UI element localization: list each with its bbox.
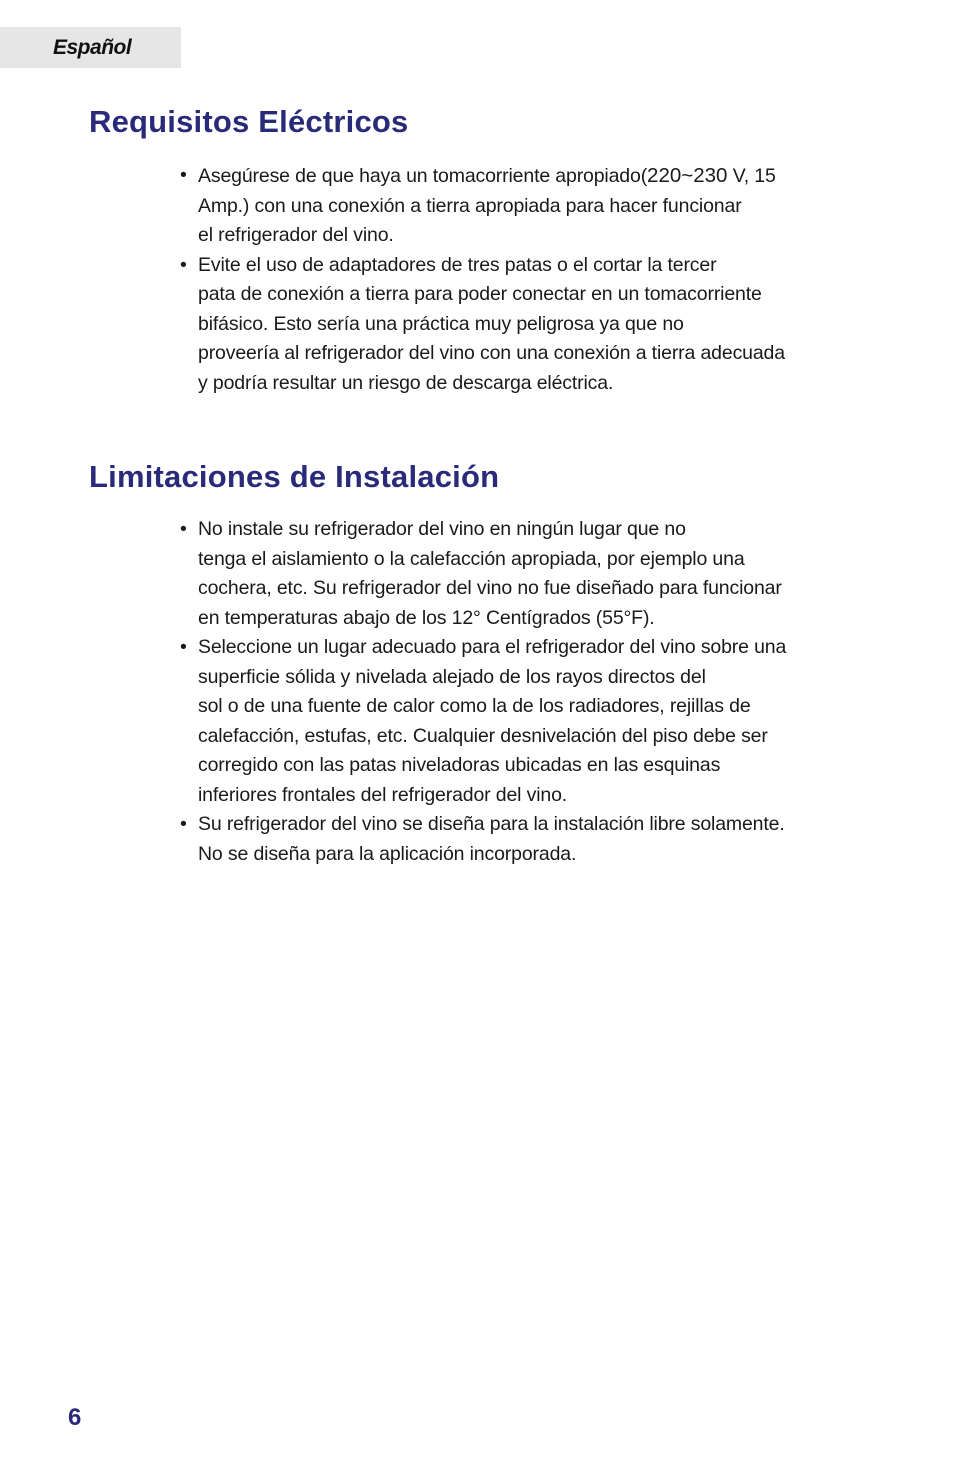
text-line: corregido con las patas niveladoras ubicadas en las esquinas (198, 754, 721, 776)
text-line: Evite el uso de adaptadores de tres patas o el cortar la tercer (198, 253, 717, 276)
text-line: No se diseña para la aplicación incorporada. (198, 842, 577, 865)
text-line: y podría resultar un riesgo de descarga eléctrica. (198, 371, 614, 394)
text-line: sol o de una fuente de calor como la de los radiadores, rejillas de (198, 695, 751, 717)
electrical-requirements-list (180, 161, 860, 398)
list-item (180, 251, 860, 399)
list-item (180, 633, 860, 810)
text-line: Asegúrese de que haya un tomacorriente apropiado (198, 165, 641, 187)
text-line: cochera, etc. Su refrigerador del vino no fue diseñado para funcionar (198, 577, 782, 599)
text-line: proveería al refrigerador del vino con una conexión a tierra adecuada (198, 342, 785, 364)
text-line: superficie sólida y nivelada alejado de los rayos directos del (198, 665, 706, 688)
text-line: calefacción, estufas, etc. Cualquier desnivelación del piso debe ser (198, 724, 768, 747)
text-line: No instale su refrigerador del vino en ningún lugar que no (198, 518, 686, 540)
page-number: 6 (68, 1404, 82, 1431)
text-line: ( (640, 165, 648, 187)
text-line: Amp.) con una conexión a tierra apropiada para hacer funcionar (198, 194, 742, 217)
text-line: inferiores frontales del refrigerador del vino. (198, 783, 568, 806)
text-line: pata de conexión a tierra para poder conectar en un tomacorriente (198, 283, 762, 305)
text-line: tenga el aislamiento o la calefacción apropiada, por ejemplo una (198, 547, 745, 570)
list-item (180, 161, 860, 251)
text-line: Seleccione un lugar adecuado para el refrigerador del vino sobre una (198, 636, 787, 658)
installation-limitations-list (180, 515, 860, 869)
voltage-value: 220~230 (647, 164, 728, 187)
section-title-installation-limitations: Limitaciones de Instalación (89, 459, 500, 494)
list-item (180, 810, 860, 869)
language-tab: Español (0, 27, 181, 68)
text-line: V, 15 (727, 165, 776, 187)
section-title-electrical-requirements: Requisitos Eléctricos (89, 104, 409, 139)
list-item (180, 515, 860, 633)
text-line: Su refrigerador del vino se diseña para la instalación libre solamente. (198, 813, 785, 835)
text-line: en temperaturas abajo de los 12° Centígrados (55°F). (198, 606, 655, 629)
text-line: bifásico. Esto sería una práctica muy peligrosa ya que no (198, 312, 684, 335)
text-line: el refrigerador del vino. (198, 224, 394, 246)
